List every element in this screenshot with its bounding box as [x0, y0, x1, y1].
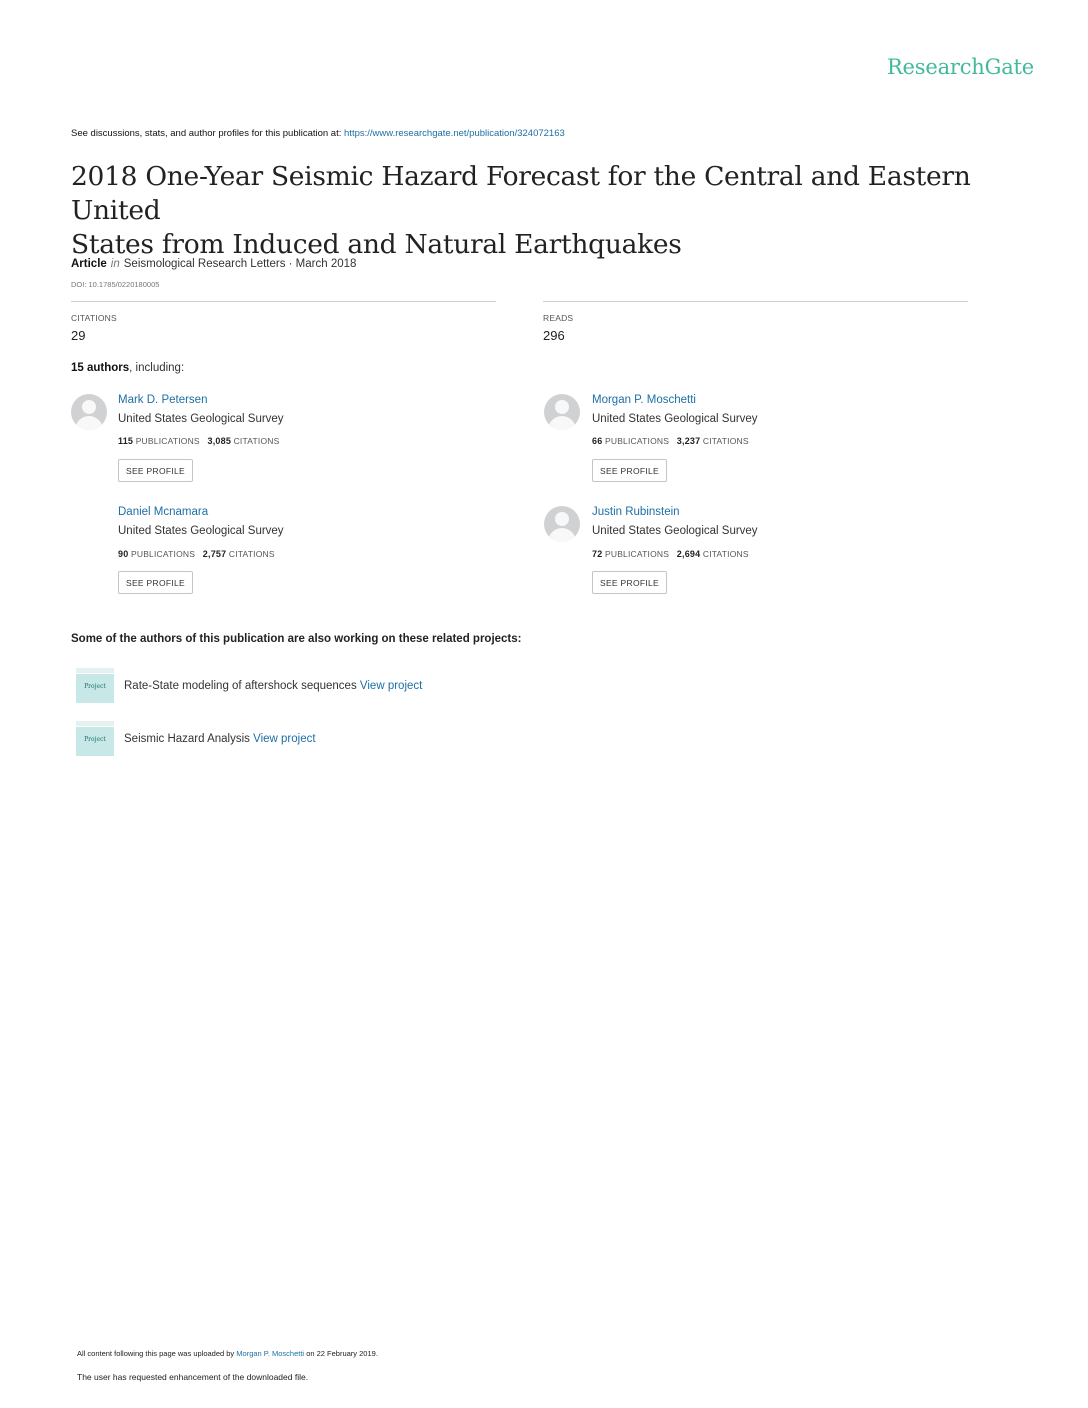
author-institution: United States Geological Survey [118, 413, 284, 425]
uploader-link[interactable]: Morgan P. Moschetti [236, 1349, 305, 1358]
avatar-icon[interactable] [71, 394, 107, 430]
citations-count: 3,085 [207, 436, 232, 446]
publications-label: PUBLICATIONS [604, 549, 670, 559]
see-profile-button[interactable]: SEE PROFILE [592, 459, 667, 482]
publications-count: 72 [592, 549, 603, 559]
divider-left [71, 301, 496, 302]
project-folder-icon [76, 721, 114, 755]
publications-label: PUBLICATIONS [130, 549, 196, 559]
author-name-link[interactable]: Morgan P. Moschetti [592, 394, 696, 406]
author-institution: United States Geological Survey [592, 413, 758, 425]
publications-label: PUBLICATIONS [604, 436, 670, 446]
citations-count: 3,237 [676, 436, 701, 446]
project-title: Rate-State modeling of aftershock sequences [124, 680, 357, 692]
author-institution: United States Geological Survey [592, 525, 758, 537]
doi: DOI: 10.1785/0220180005 [71, 280, 160, 289]
reads-value: 296 [543, 328, 565, 343]
upload-notice [77, 1349, 378, 1358]
title-line-2: States from Induced and Natural Earthquakes [71, 229, 682, 260]
avatar-icon[interactable] [544, 394, 580, 430]
publication-meta [71, 258, 356, 270]
upload-prefix: All content following this page was uploaded by [77, 1349, 235, 1358]
enhancement-note: The user has requested enhancement of the downloaded file. [77, 1372, 309, 1382]
project-item [124, 680, 422, 692]
citations-label: CITATIONS [233, 436, 280, 446]
author-stats [592, 436, 749, 446]
see-prefix: See discussions, stats, and author profiles for this publication at: [71, 128, 342, 139]
publication-title [71, 160, 1001, 262]
author-stats [592, 549, 749, 559]
authors-suffix: , including: [129, 362, 185, 374]
citations-label: CITATIONS [702, 549, 749, 559]
author-stats [118, 549, 275, 559]
citations-label: CITATIONS [228, 549, 275, 559]
author-name-link[interactable]: Mark D. Petersen [118, 394, 208, 406]
avatar-icon[interactable] [544, 506, 580, 542]
project-folder-label: Project [84, 683, 106, 690]
project-folder-label: Project [84, 736, 106, 743]
publications-count: 66 [592, 436, 603, 446]
citations-label: CITATIONS [702, 436, 749, 446]
citations-value: 29 [71, 328, 86, 343]
upload-suffix: on 22 February 2019. [306, 1349, 378, 1358]
citations-count: 2,694 [676, 549, 701, 559]
see-profile-button[interactable]: SEE PROFILE [118, 459, 193, 482]
see-discussions-line [71, 128, 565, 139]
publications-count: 90 [118, 549, 129, 559]
project-item [124, 733, 316, 745]
reads-label: READS [543, 313, 574, 323]
publication-type: Article [71, 258, 107, 270]
author-name-link[interactable]: Daniel Mcnamara [118, 506, 209, 518]
journal-date: Seismological Research Letters · March 2018 [123, 258, 357, 270]
citations-label: CITATIONS [71, 313, 117, 323]
author-name-link[interactable]: Justin Rubinstein [592, 506, 680, 518]
publications-count: 115 [118, 436, 134, 446]
related-projects-heading: Some of the authors of this publication are also working on these related projects: [71, 633, 522, 645]
view-project-link[interactable]: View project [359, 680, 423, 692]
divider-right [543, 301, 968, 302]
publications-label: PUBLICATIONS [135, 436, 200, 446]
project-title: Seismic Hazard Analysis [124, 733, 250, 745]
see-profile-button[interactable]: SEE PROFILE [118, 571, 193, 594]
authors-heading [71, 362, 184, 374]
author-stats [118, 436, 279, 446]
citations-count: 2,757 [202, 549, 227, 559]
publication-url-link[interactable]: https://www.researchgate.net/publication/324072163 [344, 128, 565, 139]
author-institution: United States Geological Survey [118, 525, 284, 537]
view-project-link[interactable]: View project [253, 733, 316, 745]
in-word: in [110, 258, 120, 270]
researchgate-logo[interactable]: ResearchGate [886, 55, 1034, 79]
project-folder-icon [76, 668, 114, 702]
see-profile-button[interactable]: SEE PROFILE [592, 571, 667, 594]
title-line-1: 2018 One-Year Seismic Hazard Forecast for the Central and Eastern United [71, 161, 971, 226]
authors-count: 15 authors [71, 362, 130, 374]
